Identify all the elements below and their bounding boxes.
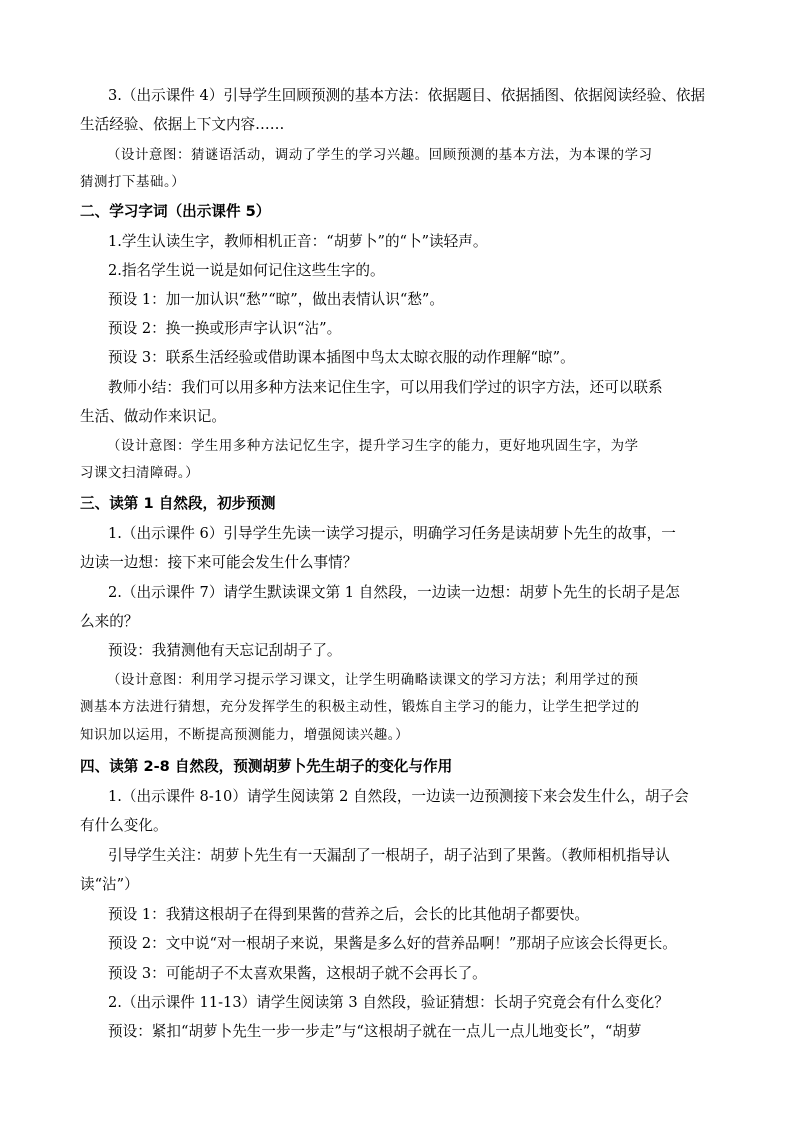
section-heading bbox=[80, 757, 794, 777]
paragraph-text: 1.学生认读生字，教师相机正音：“胡萝卜”的“卜”读轻声。 bbox=[108, 233, 488, 250]
section-heading bbox=[80, 494, 794, 514]
section-heading bbox=[80, 202, 794, 222]
body-line bbox=[108, 86, 794, 106]
body-line bbox=[108, 319, 794, 339]
body-line bbox=[80, 875, 794, 895]
body-line bbox=[108, 641, 794, 661]
paragraph-text: 1.（出示课件 8-10）请学生阅读第 2 自然段，一边读一边预测接下来会发生什么，胡子会 bbox=[108, 788, 689, 805]
design-note-text: 猜测打下基础。） bbox=[80, 175, 186, 190]
section-heading-text: 三、读第 1 自然段，初步预测 bbox=[80, 495, 276, 512]
design-note-line bbox=[107, 671, 794, 691]
body-line bbox=[80, 553, 794, 573]
design-note-line bbox=[80, 726, 794, 746]
paragraph-text: 预设 3：联系生活经验或借助课本插图中鸟太太晾衣服的动作理解“晾”。 bbox=[108, 349, 575, 366]
paragraph-text: 1.（出示课件 6）引导学生先读一读学习提示，明确学习任务是读胡萝卜先生的故事，一 bbox=[108, 525, 676, 542]
paragraph-text: 教师小结：我们可以用多种方法来记住生字，可以用我们学过的识字方法，还可以联系 bbox=[108, 379, 663, 396]
body-line bbox=[108, 261, 794, 281]
paragraph-text: 预设：紧扣“胡萝卜先生一步一步走”与“这根胡子就在一点儿一点儿地变长”，“胡萝 bbox=[108, 1023, 642, 1040]
paragraph-text: 预设：我猜测他有天忘记刮胡子了。 bbox=[108, 642, 342, 659]
body-line bbox=[108, 378, 794, 398]
body-line bbox=[108, 290, 794, 310]
body-line bbox=[108, 964, 794, 984]
paragraph-text: 预设 1：我猜这根胡子在得到果酱的营养之后，会长的比其他胡子都要快。 bbox=[108, 906, 589, 923]
design-note-line bbox=[80, 698, 794, 718]
paragraph-text: 预设 2：文中说“对一根胡子来说，果酱是多么好的营养品啊！”那胡子应该会长得更长。 bbox=[108, 935, 677, 952]
body-line bbox=[108, 993, 794, 1013]
body-line bbox=[108, 787, 794, 807]
paragraph-text: 生活、做动作来识记。 bbox=[80, 408, 226, 425]
paragraph-text: 有什么变化。 bbox=[80, 817, 168, 834]
paragraph-text: 预设 2：换一换或形声字认识“沾”。 bbox=[108, 320, 342, 337]
design-note-line bbox=[107, 437, 794, 457]
section-heading-text: 四、读第 2-8 自然段，预测胡萝卜先生胡子的变化与作用 bbox=[80, 758, 453, 775]
design-note-line bbox=[107, 146, 794, 166]
paragraph-text: 么来的？ bbox=[80, 613, 139, 630]
body-line bbox=[80, 407, 794, 427]
body-line bbox=[108, 846, 794, 866]
body-line bbox=[108, 934, 794, 954]
section-heading-text: 二、学习字词（出示课件 5） bbox=[80, 203, 271, 220]
body-line bbox=[108, 232, 794, 252]
paragraph-text: 2.指名学生说一说是如何记住这些生字的。 bbox=[108, 262, 385, 279]
body-line bbox=[80, 115, 794, 135]
design-note-text: （设计意图：猜谜语活动，调动了学生的学习兴趣。回顾预测的基本方法，为本课的学习 bbox=[107, 148, 653, 163]
design-note-text: 测基本方法进行猜想，充分发挥学生的积极主动性，锻炼自主学习的能力，让学生把学过的 bbox=[80, 700, 640, 715]
body-line bbox=[80, 612, 794, 632]
design-note-text: 习课文扫清障碍。） bbox=[80, 466, 200, 481]
paragraph-text: 边读一边想：接下来可能会发生什么事情？ bbox=[80, 554, 358, 571]
body-line bbox=[108, 1022, 794, 1042]
body-line bbox=[108, 905, 794, 925]
body-line bbox=[108, 583, 794, 603]
design-note-line bbox=[80, 173, 794, 193]
body-line bbox=[80, 816, 794, 836]
design-note-text: （设计意图：学生用多种方法记忆生字，提升学习生字的能力，更好地巩固生字，为学 bbox=[107, 439, 639, 454]
paragraph-text: 引导学生关注：胡萝卜先生有一天漏刮了一根胡子，胡子沾到了果酱。（教师相机指导认 bbox=[108, 847, 670, 864]
paragraph-text: 预设 3：可能胡子不太喜欢果酱，这根胡子就不会再长了。 bbox=[108, 965, 487, 982]
paragraph-text: 生活经验、依据上下文内容…… bbox=[80, 116, 285, 133]
design-note-line bbox=[80, 464, 794, 484]
design-note-text: 知识加以运用，不断提高预测能力，增强阅读兴趣。） bbox=[80, 728, 410, 743]
paragraph-text: 预设 1：加一加认识“愁”“晾”，做出表情认识“愁”。 bbox=[108, 291, 444, 308]
paragraph-text: 3.（出示课件 4）引导学生回顾预测的基本方法：依据题目、依据插图、依据阅读经验、依据 bbox=[108, 87, 706, 104]
body-line bbox=[108, 348, 794, 368]
design-note-text: （设计意图：利用学习提示学习课文，让学生明确略读课文的学习方法；利用学过的预 bbox=[107, 673, 639, 688]
paragraph-text: 读“沾”） bbox=[80, 876, 139, 893]
paragraph-text: 2.（出示课件 7）请学生默读课文第 1 自然段，一边读一边想：胡萝卜先生的长胡子是怎 bbox=[108, 584, 680, 601]
paragraph-text: 2.（出示课件 11-13）请学生阅读第 3 自然段，验证猜想：长胡子究竟会有什么变化？ bbox=[108, 994, 669, 1011]
body-line bbox=[108, 524, 794, 544]
